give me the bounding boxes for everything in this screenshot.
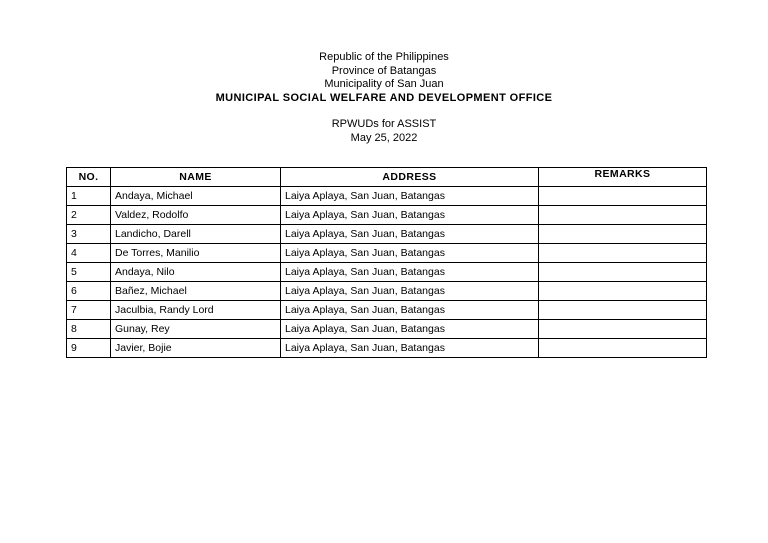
cell-remarks xyxy=(539,263,707,282)
table-row xyxy=(67,206,707,225)
cell-name: Javier, Bojie xyxy=(111,339,281,358)
cell-name: Landicho, Darell xyxy=(111,225,281,244)
table-header-row xyxy=(67,168,707,187)
table-row xyxy=(67,282,707,301)
cell-no: 6 xyxy=(67,282,111,301)
cell-address: Laiya Aplaya, San Juan, Batangas xyxy=(281,301,539,320)
table-row xyxy=(67,320,707,339)
cell-address: Laiya Aplaya, San Juan, Batangas xyxy=(281,187,539,206)
header-spacer xyxy=(0,105,768,118)
table-row xyxy=(67,244,707,263)
beneficiary-table xyxy=(66,167,707,358)
cell-no: 4 xyxy=(67,244,111,263)
cell-address: Laiya Aplaya, San Juan, Batangas xyxy=(281,244,539,263)
cell-remarks xyxy=(539,225,707,244)
cell-name: Bañez, Michael xyxy=(111,282,281,301)
cell-name: Jaculbia, Randy Lord xyxy=(111,301,281,320)
cell-name: Valdez, Rodolfo xyxy=(111,206,281,225)
cell-address: Laiya Aplaya, San Juan, Batangas xyxy=(281,225,539,244)
cell-remarks xyxy=(539,206,707,225)
column-header-remarks: REMARKS xyxy=(539,168,707,187)
cell-no: 8 xyxy=(67,320,111,339)
header-office: MUNICIPAL SOCIAL WELFARE AND DEVELOPMENT OFFICE xyxy=(215,91,553,104)
cell-no: 3 xyxy=(67,225,111,244)
cell-remarks xyxy=(539,301,707,320)
table-row xyxy=(67,225,707,244)
cell-name: Andaya, Michael xyxy=(111,187,281,206)
document-subtitle: RPWUDs for ASSIST xyxy=(331,118,437,130)
column-header-address: ADDRESS xyxy=(281,168,539,187)
cell-remarks xyxy=(539,244,707,263)
column-header-name: NAME xyxy=(111,168,281,187)
cell-remarks xyxy=(539,282,707,301)
cell-remarks xyxy=(539,320,707,339)
table-row xyxy=(67,187,707,206)
document-header xyxy=(0,51,768,145)
cell-address: Laiya Aplaya, San Juan, Batangas xyxy=(281,339,539,358)
cell-name: De Torres, Manilio xyxy=(111,244,281,263)
cell-remarks xyxy=(539,187,707,206)
cell-no: 9 xyxy=(67,339,111,358)
cell-no: 5 xyxy=(67,263,111,282)
table-body xyxy=(67,187,707,358)
cell-name: Andaya, Nilo xyxy=(111,263,281,282)
cell-no: 7 xyxy=(67,301,111,320)
document-date: May 25, 2022 xyxy=(350,131,418,144)
cell-no: 2 xyxy=(67,206,111,225)
table-row xyxy=(67,301,707,320)
column-header-no: NO. xyxy=(67,168,111,187)
table-row xyxy=(67,263,707,282)
cell-address: Laiya Aplaya, San Juan, Batangas xyxy=(281,282,539,301)
cell-remarks xyxy=(539,339,707,358)
header-republic: Republic of the Philippines xyxy=(319,51,449,63)
header-municipality: Municipality of San Juan xyxy=(324,78,444,90)
header-province: Province of Batangas xyxy=(331,64,437,77)
table-row xyxy=(67,339,707,358)
cell-address: Laiya Aplaya, San Juan, Batangas xyxy=(281,206,539,225)
cell-name: Gunay, Rey xyxy=(111,320,281,339)
cell-address: Laiya Aplaya, San Juan, Batangas xyxy=(281,263,539,282)
cell-no: 1 xyxy=(67,187,111,206)
cell-address: Laiya Aplaya, San Juan, Batangas xyxy=(281,320,539,339)
